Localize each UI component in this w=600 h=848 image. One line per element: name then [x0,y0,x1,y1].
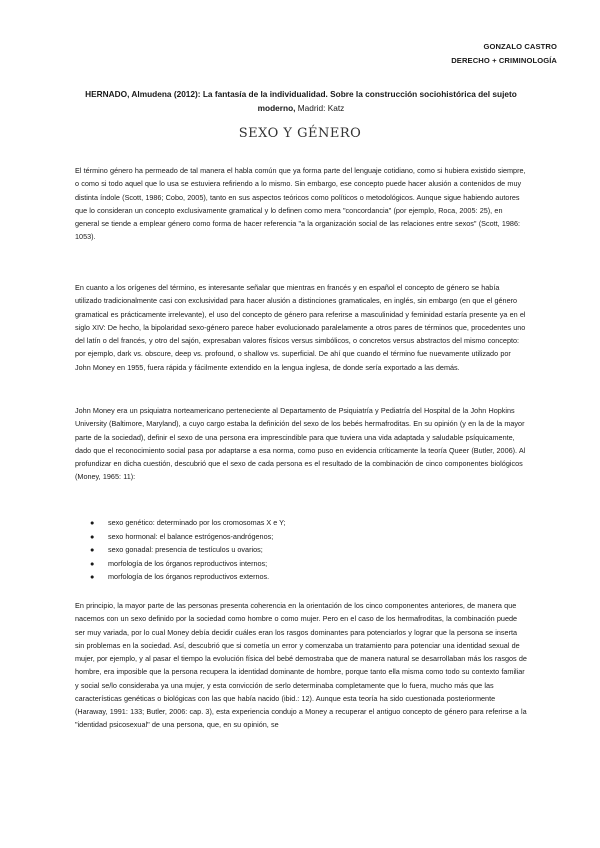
bullet-icon: ● [90,518,95,527]
list-item [90,530,510,544]
bullet-icon: ● [90,572,95,581]
reference-main: HERNADO, Almudena (2012): La fantasía de la individualidad. Sobre la construcción sociohistórica del sujeto moderno, [85,89,517,113]
list-item [90,557,510,571]
list-item-text: sexo hormonal: el balance estrógenos-andrógenos; [108,531,274,541]
section-title: SEXO Y GÉNERO [238,126,362,141]
paragraph-4: En principio, la mayor parte de las personas presenta coherencia en la orientación de los cinco componentes anteriores, de manera que nacemos con un sexo definido por la sociedad como hombre o como mujer. Pero en el caso de los hermafroditas, la combinación puede ser muy variada, por lo cual Money debía decidir cuáles eran los rasgos dominantes para potenciarlos y lograr que la persona se inserta sin problemas en la sociedad. Así, descubrió que si cometía un error y comenzaba un tratamiento para potenciar una identidad sexual de mujer, por ejemplo, y al pasar el tiempo la evolución física del bebé demostraba que de manera natural se desarrollaban más los rasgos de hombre, era imposible que la persona recupera la identidad dominante de hombre, porque tanto ella misma como todo su contexto familiar y social se/lo consideraba ya una mujer, y esta convicción de serlo determinaba completamente que lo fuera, mucho más que las características genéticas o biológicas con las que había nacido (ibid.: 12). Aunque esta teoría ha sido cuestionada posteriormente (Haraway, 1991: 133; Butler, 2006: cap. 3), esta experiencia condujo a Money a recuperar el antiguo concepto de género para referirse a la "identidad psicosexual" de una persona, que, en su opinión, se [75,601,527,730]
sex-components-list [90,516,510,584]
paragraph-3: John Money era un psiquiatra norteamericano perteneciente al Departamento de Psiquiatría y Pediatría del Hospital de la John Hopkins University (Baltimore, Maryland), a cuyo cargo estaba la definición del sexo de los bebés hermafroditas. En su opinión (y en la de la mayor parte de la sociedad), definir el sexo de una persona era imprescindible para que tuviera una vida adaptada y saludable psíquicamente, dado que el reconocimiento social pasa por adaptarse a esa norma, como puso en evidencia críticamente la teoría Queer (Butler, 2006). Al profundizar en dicha cuestión, descubrió que el sexo de cada persona es el resultado de la combinación de cinco componentes biológicos (Money, 1965: 11): [75,406,526,482]
reference-publisher: Madrid: Katz [295,103,345,113]
list-item-text: sexo genético: determinado por los cromosomas X e Y; [108,518,286,527]
course-name: DERECHO + CRIMINOLOGÍA [451,56,557,65]
author-block [451,40,557,68]
list-item [90,543,510,557]
list-item [90,570,510,584]
bullet-icon: ● [90,531,95,541]
bullet-icon: ● [90,545,95,554]
paragraph-2: En cuanto a los orígenes del término, es interesante señalar que mientras en francés y en español el concepto de género se había utilizado tradicionalmente casi con exclusividad para hacer alusión a distinciones gramaticales, en inglés, sin embargo (en que el género gramatical es prácticamente irrelevante), el uso del concepto de género para referirse a masculinidad y feminidad estaría presente ya en el siglo XIV: De hecho, la bipolaridad sexo-género parece haber evolucionado paralelamente a otros pares de términos que, procedentes uno del latín o del francés, y otro del sajón, expresaban valores físicos versus simbólicos, o concretos versus abstractos del mismo concepto: por ejemplo, dark vs. obscure, deep vs. profound, o shallow vs. superficial. De ahí que cuando el término fue nuevamente utilizado por John Money en 1955, fuera rápida y fácilmente extendido en la lengua inglesa, de donde sería exportado a las demás. [75,283,526,372]
list-item-text: morfología de los órganos reproductivos internos; [108,558,268,568]
bullet-icon: ● [90,558,95,568]
list-item-text: morfología de los órganos reproductivos externos. [108,572,270,581]
paragraph-1: El término género ha permeado de tal manera el habla común que ya forma parte del lenguaje cotidiano, como si hubiera existido siempre, o como si todo aquel que lo usa se estuviera refiriendo a lo mismo. Sin embargo, ese concepto puede hacer alusión a contenidos de muy distinta índole (Scott, 1986; Cobo, 2005), tanto en sus aspectos teóricos como políticos o metodológicos. Aunque sigue habiendo autores que lo consideran un concepto exclusivamente gramatical y lo definen como mera "concordancia" (por ejemplo, Roca, 2005: 25), en general se tiende a emplear género como forma de hacer referencia "a la organización social de las relaciones entre sexos" (Scott, 1986: 1053). [75,166,526,242]
list-item [90,516,510,530]
author-name: GONZALO CASTRO [483,42,557,51]
bibliographic-reference [70,87,532,115]
list-item-text: sexo gonadal: presencia de testículos u ovarios; [108,545,263,554]
